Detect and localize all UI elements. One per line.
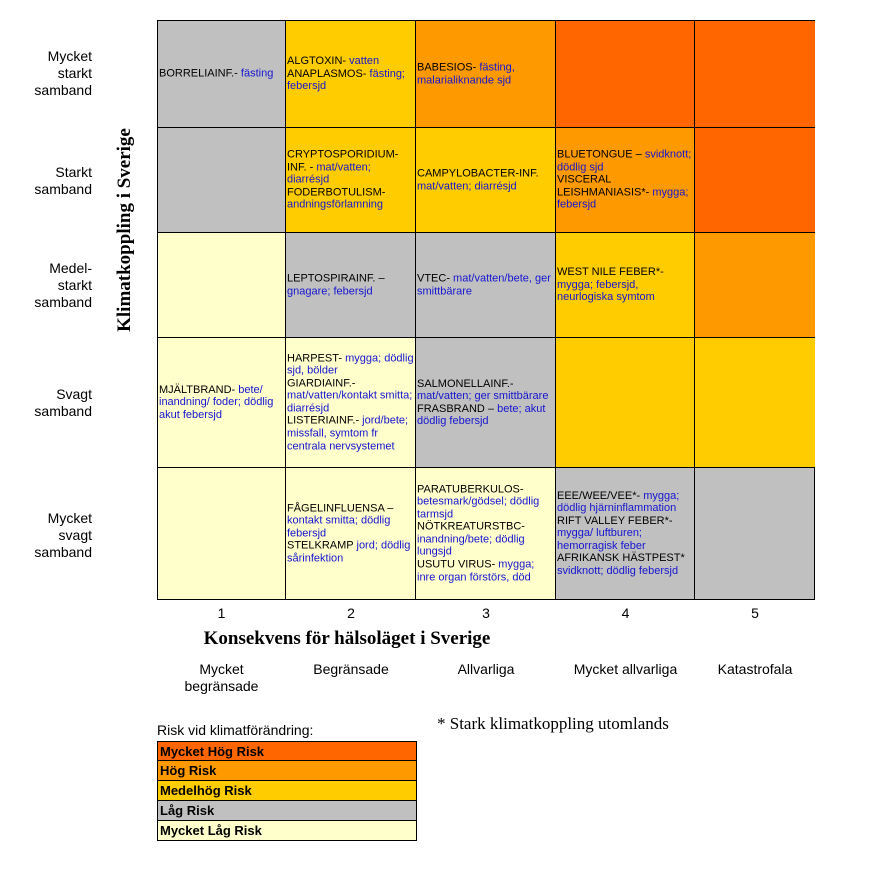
matrix-cell [416,128,556,233]
matrix-cell [157,338,286,468]
disease-entry [159,384,284,422]
disease-name: BABESIOS- [417,61,477,74]
cell-content [557,266,693,304]
matrix-cell [286,128,416,233]
matrix-cell [157,468,286,600]
legend-title: Risk vid klimatförändring: [157,722,314,738]
disease-entry [287,55,414,68]
disease-entry [417,521,554,559]
disease-entry [557,266,693,304]
disease-entry [287,149,414,187]
disease-entry [417,403,554,428]
matrix-cell [556,233,695,338]
legend-item: Låg Risk [157,801,417,821]
matrix-cell [556,338,695,468]
disease-description: bete; akut dödlig febersjd [417,402,546,428]
disease-name: MJÄLTBRAND- [159,383,236,396]
disease-description: svidknott; dödlig sjd [557,148,692,174]
matrix-cell [556,128,695,233]
cell-content [287,352,414,453]
disease-name: ANAPLASMOS- [287,67,367,80]
disease-name: WEST NILE FEBER*- [557,266,664,279]
matrix-cell [695,20,815,128]
disease-description: kontakt smitta; dödlig febersjd [287,514,391,540]
disease-name: FODERBOTULISM- [287,186,386,199]
disease-entry [287,272,414,297]
x-category: Allvarliga [457,661,515,677]
matrix-cell [286,338,416,468]
disease-description: betesmark/gödsel; dödlig tarmsjd [417,495,540,521]
y-label-mycket-starkt: Mycket starkt samband [34,48,92,98]
disease-entry [557,552,693,577]
disease-entry [557,515,693,553]
legend [157,741,417,841]
cell-content [417,483,554,584]
disease-entry [287,68,414,93]
disease-entry [287,540,414,565]
y-label-mycket-svagt: Mycket svagt samband [34,510,92,560]
y-label-starkt: Starkt samband [34,164,92,197]
cell-content [557,489,693,577]
disease-description: mat/vatten; diarrésjd [417,180,517,192]
legend-item: Medelhög Risk [157,781,417,801]
disease-description: gnagare; febersjd [287,285,373,297]
matrix-cell [416,468,556,600]
disease-description: mat/vatten/kontakt smitta; diarrésjd [287,389,413,415]
matrix-cell [695,233,815,338]
disease-name: CRYPTOSPORIDIUM-INF. - [287,148,399,174]
x-tick: 1 [217,605,226,621]
disease-name: CAMPYLOBACTER-INF. [417,167,539,180]
matrix-cell [695,338,815,468]
footnote: * Stark klimatkoppling utomlands [437,714,669,733]
disease-entry [417,483,554,521]
disease-description: mat/vatten; diarrésjd [287,161,371,186]
disease-entry [287,186,414,211]
disease-description: andningsförlamning [287,198,384,211]
cell-content [417,167,554,192]
cell-content [287,272,414,297]
x-tick: 5 [751,605,759,621]
legend-item: Mycket Hög Risk [157,741,417,761]
matrix-cell [416,233,556,338]
disease-entry [417,61,554,86]
matrix-cell [556,468,695,600]
disease-description: bete/ inandning/ foder; dödlig akut febersjd [159,383,274,421]
x-tick: 2 [347,605,355,621]
disease-description: fästing, malarialiknande sjd [417,61,515,86]
x-category: Mycket begränsade [184,661,259,694]
x-tick: 4 [621,605,630,621]
disease-name: EEE/WEE/VEE*- [557,489,641,502]
disease-description: mat/vatten; ger smittbärare [417,389,549,402]
disease-description: mygga; dödlig sjd, bölder [287,352,414,377]
matrix-cell [157,20,286,128]
disease-description: fästing; febersjd [287,67,405,93]
disease-entry [417,559,554,584]
disease-name: GIARDIAINF.- [287,377,356,390]
risk-matrix [157,20,815,600]
disease-name: FRASBRAND – [417,402,495,415]
x-category: Begränsade [313,661,389,677]
disease-entry [287,377,414,415]
matrix-cell [695,468,815,600]
y-label-svagt: Svagt samband [34,386,92,419]
disease-description: mygga; dödlig hjärninflammation [557,489,680,515]
disease-description: mygga; febersjd, neurlogiska symtom [557,278,655,304]
cell-content [417,61,554,86]
matrix-cell [286,20,416,128]
cell-content [287,149,414,212]
matrix-cell [416,338,556,468]
disease-entry [417,272,554,297]
disease-description: fästing [237,67,274,80]
disease-description: vatten [346,55,380,68]
matrix-cell [556,20,695,128]
disease-entry [557,174,693,212]
disease-name: VTEC- [417,272,450,285]
disease-name: LEPTOSPIRAINF. – [287,272,385,285]
disease-entry [287,502,414,540]
disease-entry [417,377,554,402]
matrix-cell [695,128,815,233]
disease-entry [159,68,284,81]
disease-entry [287,415,414,453]
x-axis-categories [157,661,815,695]
disease-name: AFRIKANSK HÄSTPEST* [557,552,685,565]
disease-entry [557,149,693,174]
cell-content [159,384,284,422]
disease-description: jord/bete; missfall, symtom fr centrala nervsystemet [287,415,409,453]
cell-content [287,55,414,93]
cell-content [159,68,284,81]
cell-content [417,272,554,297]
y-axis-title: Klimatkoppling i Sverige [114,128,135,332]
cell-content [557,149,693,212]
disease-description: mygga/ luftburen; hemorragisk feber [557,527,646,552]
matrix-cell [157,233,286,338]
cell-content [287,502,414,565]
disease-name: USUTU VIRUS- [417,558,496,571]
matrix-cell [286,468,416,600]
disease-description: inandning/bete; dödlig lungsjd [417,533,525,559]
disease-name: NÖTKREATURSTBC- [417,520,525,533]
x-category: Mycket allvarliga [573,661,678,677]
disease-description: mygga; inre organ förstörs, död [417,558,535,584]
matrix-cell [416,20,556,128]
disease-description: mat/vatten/bete, ger smittbärare [417,272,551,297]
disease-name: ALGTOXIN- [287,55,347,68]
disease-description: mygga; febersjd [557,186,689,211]
legend-item: Mycket Låg Risk [157,821,417,841]
disease-description: svidknott; dödlig febersjd [557,564,679,577]
disease-name: FÅGELINFLUENSA – [287,502,394,515]
matrix-cell [157,128,286,233]
disease-description: jord; dödlig sårinfektion [287,539,411,565]
disease-entry [417,167,554,192]
x-tick: 3 [482,605,490,621]
disease-name: BORRELIAINF.- [159,67,238,80]
x-axis-ticks [157,605,815,623]
y-label-medelstarkt: Medel- starkt samband [34,260,92,310]
disease-name: PARATUBERKULOS- [417,483,524,496]
legend-item: Hög Risk [157,761,417,781]
disease-name: RIFT VALLEY FEBER*- [557,514,673,527]
disease-entry [287,352,414,377]
disease-name: STELKRAMP [287,539,354,552]
disease-name: HARPEST- [287,352,343,365]
x-axis-title: Konsekvens för hälsoläget i Sverige [203,628,491,649]
x-category: Katastrofala [717,661,793,677]
disease-name: VISCERAL LEISHMANIASIS*- [557,173,650,199]
matrix-cell [286,233,416,338]
disease-name: SALMONELLAINF.- [417,377,514,390]
disease-name: LISTERIAINF.- [287,415,360,428]
disease-name: BLUETONGUE – [557,148,642,161]
cell-content [417,377,554,427]
disease-entry [557,489,693,514]
